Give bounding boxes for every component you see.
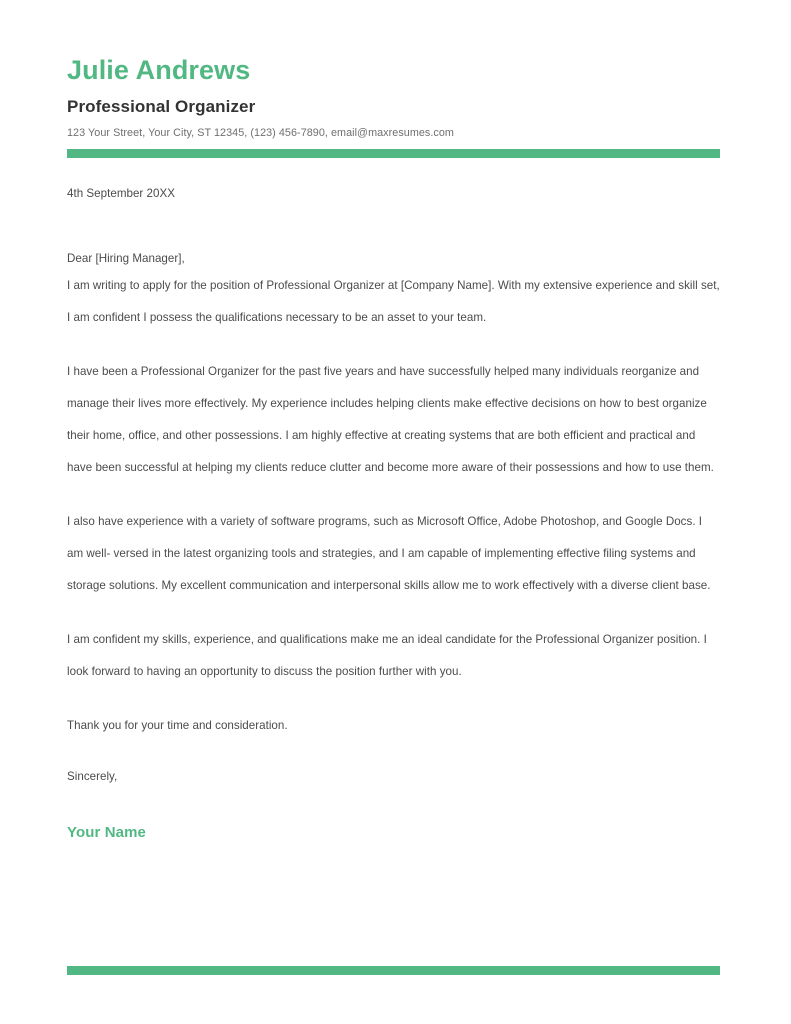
letter-salutation: Dear [Hiring Manager],	[67, 251, 185, 265]
letter-body	[67, 185, 720, 842]
footer-accent-bar	[67, 966, 720, 975]
letter-paragraph: I have been a Professional Organizer for the past five years and have successfully helped many individuals reorganize and manage their lives more effectively. My experience includes helping clients make effective decisions on how to best organize their home, office, and other possessions. I am highly effective at creating systems that are both efficient and practical and have been successful at helping my clients reduce clutter and become more aware of their possessions and how to use them.	[67, 364, 714, 474]
letter-closing: Thank you for your time and consideration.	[67, 718, 288, 732]
applicant-job-title: Professional Organizer	[67, 96, 256, 116]
contact-details: 123 Your Street, Your City, ST 12345, (123) 456-7890, email@maxresumes.com	[67, 127, 454, 140]
letter-content-column	[67, 0, 720, 842]
header-accent-bar	[67, 149, 720, 158]
letter-signoff: Sincerely,	[67, 769, 118, 783]
signature-name: Your Name	[67, 823, 146, 841]
applicant-name: Julie Andrews	[67, 55, 251, 85]
letterhead	[67, 0, 720, 140]
letter-date: 4th September 20XX	[67, 187, 175, 201]
letter-paragraph: I also have experience with a variety of software programs, such as Microsoft Office, Adobe Photoshop, and Google Docs. I am well- versed in the latest organizing tools and strategies, and I am capable of implementing effective filing systems and storage solutions. My excellent communication and interpersonal skills allow me to work effectively with a diverse client base.	[67, 514, 711, 592]
letter-paragraph: I am confident my skills, experience, and qualifications make me an ideal candidate for the Professional Organizer position. I look forward to having an opportunity to discuss the position further with you.	[67, 632, 707, 678]
letter-paragraph: I am writing to apply for the position of Professional Organizer at [Company Name]. With my extensive experience and skill set, I am confident I possess the qualifications necessary to be an asset to your team.	[67, 278, 720, 324]
